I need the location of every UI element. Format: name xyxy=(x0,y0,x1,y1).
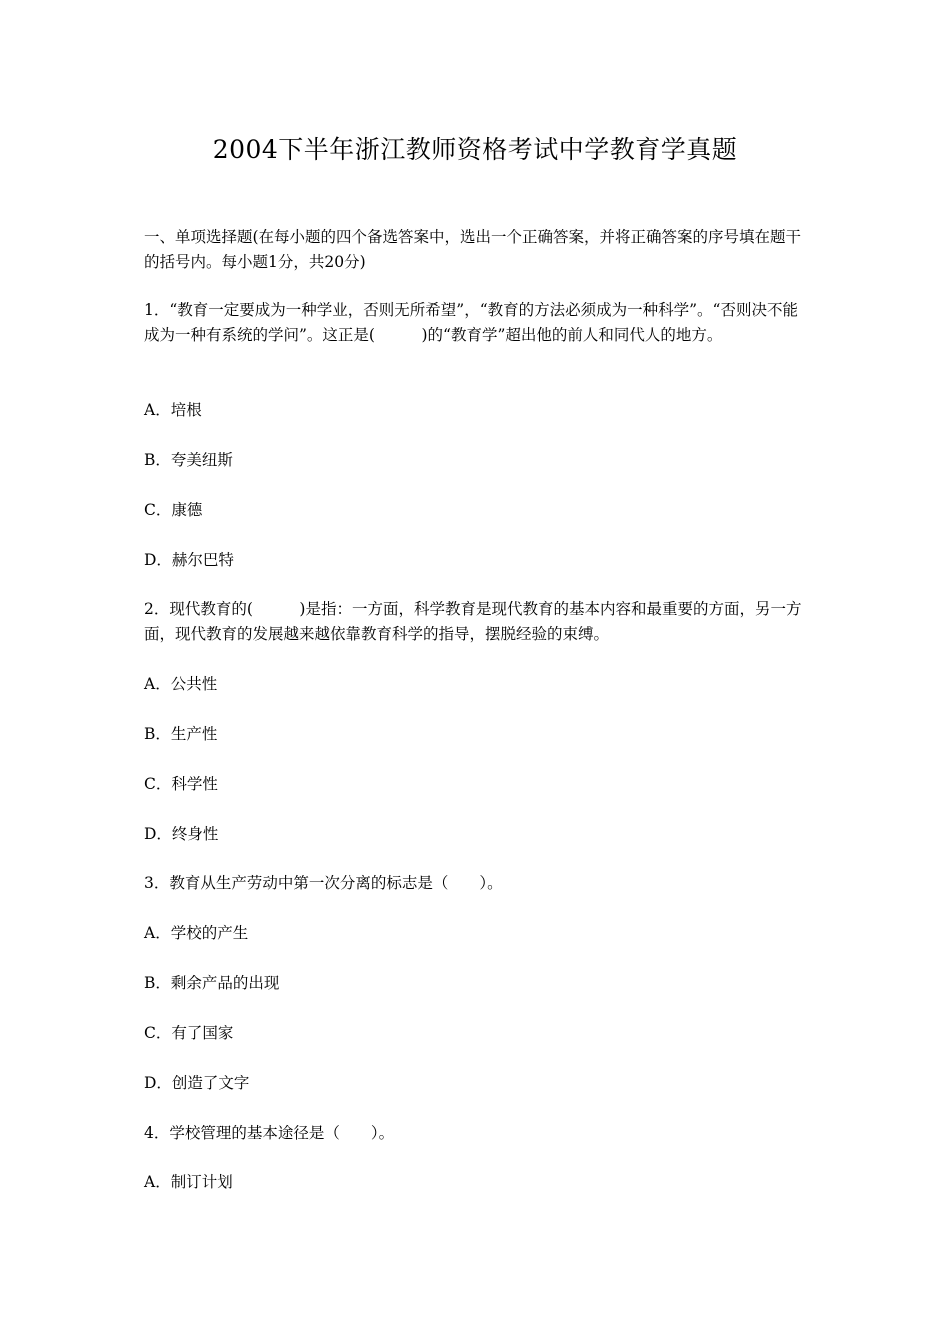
section-heading: 一、单项选择题(在每小题的四个备选答案中，选出一个正确答案，并将正确答案的序号填在题干的括号内。每小题1分，共20分) xyxy=(144,228,802,271)
question-3-stem: 3．教育从生产劳动中第一次分离的标志是（ ）。 xyxy=(144,874,503,892)
question-1-stem: 1．“教育一定要成为一种学业，否则无所希望”，“教育的方法必须成为一种科学”。“否则决不能成为一种有系统的学问”。这正是( )的“教育学”超出他的前人和同代人的地方。 xyxy=(144,301,798,344)
question-3-option-a: A．学校的产生 xyxy=(144,924,249,942)
question-1-option-d: D．赫尔巴特 xyxy=(144,551,234,569)
question-2-stem: 2．现代教育的( )是指：一方面，科学教育是现代教育的基本内容和最重要的方面，另一方面，现代教育的发展越来越依靠教育科学的指导，摆脱经验的束缚。 xyxy=(144,600,802,643)
question-1-option-b: B．夸美纽斯 xyxy=(144,451,233,469)
question-2-option-c: C．科学性 xyxy=(144,775,218,793)
question-1-option-a: A．培根 xyxy=(144,401,202,419)
question-3-option-c: C．有了国家 xyxy=(144,1024,234,1042)
question-2-option-b: B．生产性 xyxy=(144,725,218,743)
question-2-option-a: A．公共性 xyxy=(144,675,218,693)
question-3-option-b: B．剩余产品的出现 xyxy=(144,974,280,992)
document-title: 2004下半年浙江教师资格考试中学教育学真题 xyxy=(212,135,738,164)
question-4-stem: 4．学校管理的基本途径是（ ）。 xyxy=(144,1124,395,1142)
question-2-option-d: D．终身性 xyxy=(144,825,219,843)
question-1-option-c: C．康德 xyxy=(144,501,203,519)
question-4-option-a: A．制订计划 xyxy=(144,1173,233,1191)
question-3-option-d: D．创造了文字 xyxy=(144,1074,250,1092)
